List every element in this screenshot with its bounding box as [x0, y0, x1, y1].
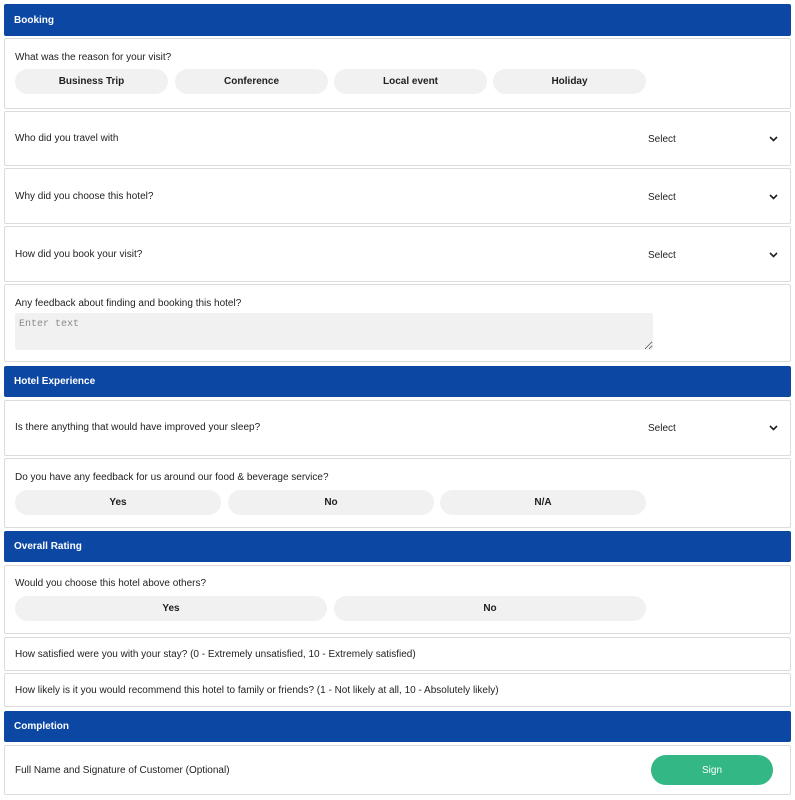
option-yes[interactable]: [15, 596, 327, 621]
question-label: Is there anything that would have improved your sleep?: [15, 422, 261, 433]
question-label: How likely is it you would recommend this hotel to family or friends? (1 - Not likely at all, 10 - Absolutely likely): [15, 685, 499, 696]
question-label: Who did you travel with: [15, 133, 119, 144]
option-conference[interactable]: [175, 69, 328, 94]
option-local-event[interactable]: [334, 69, 487, 94]
booking-feedback-card: [4, 284, 791, 362]
option-holiday[interactable]: [493, 69, 646, 94]
section-header-overall-rating: [4, 531, 791, 562]
question-label: Do you have any feedback for us around our food & beverage service?: [15, 472, 329, 483]
how-booked-select[interactable]: [648, 245, 778, 265]
option-no[interactable]: [228, 490, 434, 515]
sleep-select[interactable]: [648, 418, 778, 438]
question-label: Full Name and Signature of Customer (Optional): [15, 765, 230, 776]
travel-with-select[interactable]: [648, 129, 778, 149]
question-label: How satisfied were you with your stay? (0 - Extremely unsatisfied, 10 - Extremely satisfied): [15, 649, 416, 660]
option-label: Yes: [162, 603, 180, 614]
option-no[interactable]: [334, 596, 646, 621]
why-hotel-card: [4, 168, 791, 224]
how-booked-card: [4, 226, 791, 282]
option-label: Business Trip: [58, 76, 125, 87]
visit-reason-card: [4, 38, 791, 109]
section-title: Hotel Experience: [14, 376, 96, 387]
select-value: Select: [648, 422, 676, 434]
section-header-completion: [4, 711, 791, 742]
sleep-card: [4, 400, 791, 456]
option-label: No: [324, 497, 338, 508]
option-label: Holiday: [551, 76, 588, 87]
choose-above-others-card: [4, 565, 791, 634]
question-label: Any feedback about finding and booking this hotel?: [15, 298, 242, 309]
option-label: Local event: [382, 76, 439, 87]
chevron-down-icon: [768, 192, 778, 202]
select-value: Select: [648, 133, 676, 145]
food-feedback-card: [4, 458, 791, 528]
select-value: Select: [648, 249, 676, 261]
option-business-trip[interactable]: [15, 69, 168, 94]
option-label: N/A: [534, 497, 552, 508]
section-header-hotel-experience: [4, 366, 791, 397]
chevron-down-icon: [768, 250, 778, 260]
option-label: Yes: [109, 497, 127, 508]
option-label: Conference: [223, 76, 279, 87]
section-title: Completion: [14, 721, 69, 732]
option-na[interactable]: [440, 490, 646, 515]
question-label: What was the reason for your visit?: [15, 52, 172, 63]
feedback-textarea[interactable]: [15, 313, 653, 350]
satisfaction-card[interactable]: [4, 637, 791, 671]
question-label: How did you book your visit?: [15, 249, 143, 260]
chevron-down-icon: [768, 134, 778, 144]
sign-button[interactable]: [651, 755, 773, 785]
section-title: Booking: [14, 14, 54, 26]
section-header-booking: [4, 4, 791, 36]
question-label: Would you choose this hotel above others?: [15, 578, 207, 589]
sign-button-label: Sign: [701, 764, 722, 776]
signature-card: [4, 745, 791, 795]
chevron-down-icon: [768, 423, 778, 433]
recommend-card[interactable]: [4, 673, 791, 707]
why-hotel-select[interactable]: [648, 187, 778, 207]
travel-with-card: [4, 111, 791, 166]
option-label: No: [483, 603, 497, 614]
question-label: Why did you choose this hotel?: [15, 191, 154, 202]
option-yes[interactable]: [15, 490, 221, 515]
select-value: Select: [648, 191, 676, 203]
section-title: Overall Rating: [14, 541, 82, 552]
